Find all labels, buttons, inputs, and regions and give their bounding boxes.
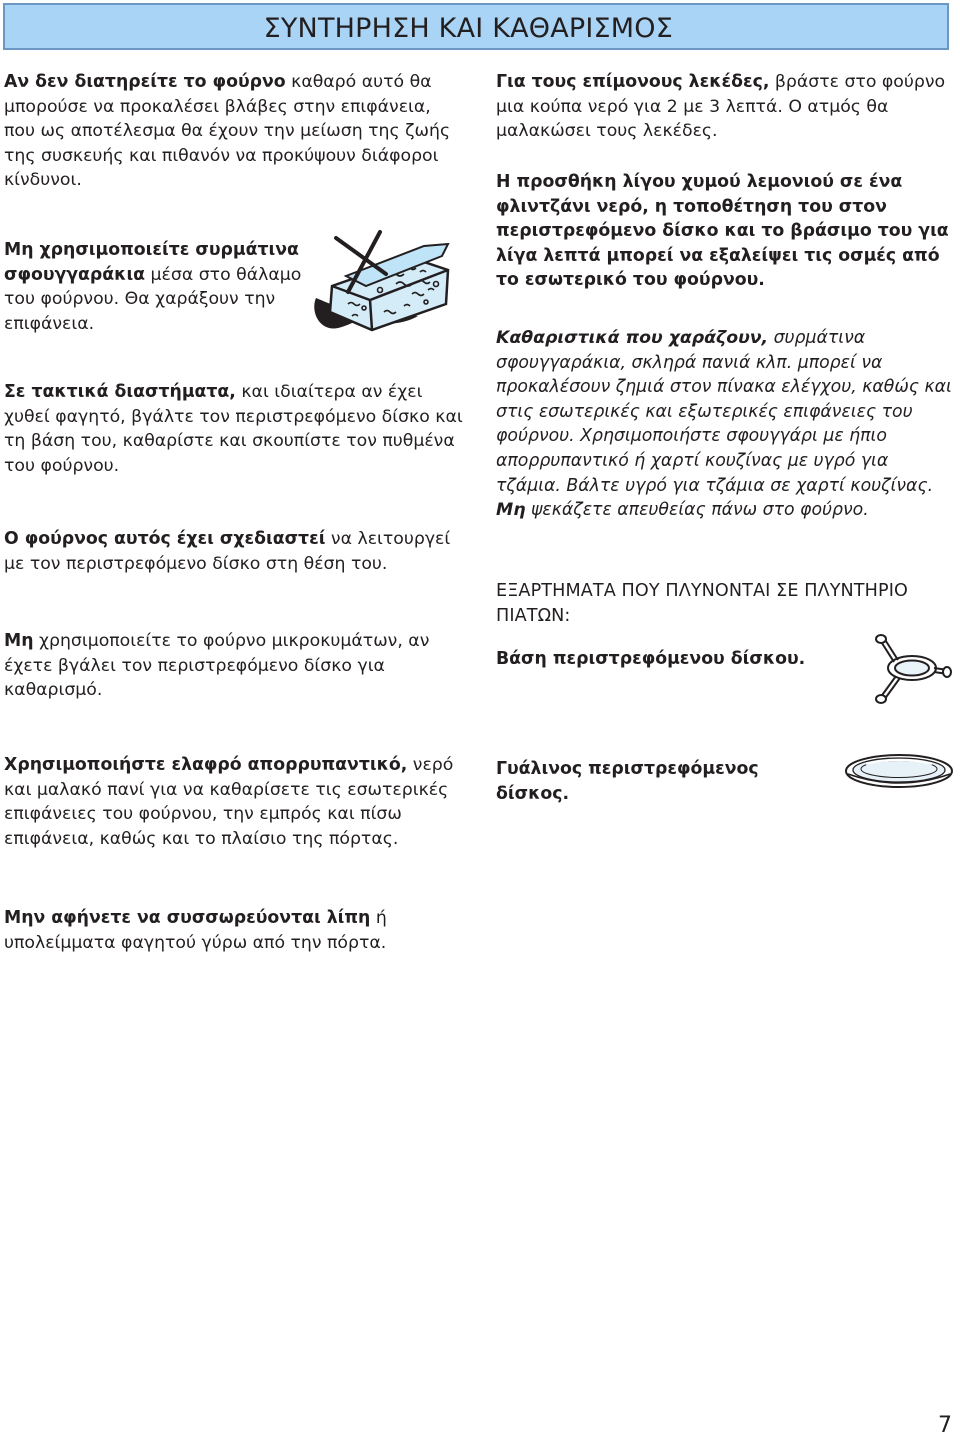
turntable-support-icon (866, 632, 952, 706)
left-p2-text: μέσα στο θάλαμο του φούρνου. Θα χαράξουν την επιφάνεια. (4, 264, 302, 334)
left-p2-bold2: σφουγγαράκια (4, 264, 146, 285)
right-p3-text1: συρμάτινα σφουγγαράκια, σκληρά πανιά κλπ. μπορεί να προκαλέσουν ζημιά στον πίνακα ελέγχου, καθώς και στις εσωτερικές και εξωτερικές επιφάνειες του φούρνου. Χρησιμοποιήστε σφουγγάρι με ήπιο απορρυπαντικό ή χαρτί κουζίνας με υγρό για τζάμια. Βάλτε υγρό για τζάμια σε χαρτί κουζίνας. (496, 328, 952, 496)
left-paragraph-3 (4, 380, 464, 478)
right-paragraph-4 (496, 579, 926, 628)
right-p2-bold: Η προσθήκη λίγου χυμού λεμονιού σε ένα φλιντζάνι νερό, η τοποθέτηση του στον περιστρεφόμενο δίσκο και το βράσιμο του για λίγα λεπτά μπορεί να εξαλείψει τις οσμές από το εσωτερικό του φούρνου. (496, 172, 949, 291)
left-p7-text: ή υπολείμματα φαγητού γύρω από την πόρτα. (4, 908, 387, 953)
left-paragraph-7 (4, 906, 464, 955)
right-paragraph-5 (496, 647, 856, 672)
left-p1-bold: Αν δεν διατηρείτε το φούρνο (4, 72, 286, 92)
left-p4-bold: Ο φούρνος αυτός έχει σχεδιαστεί (4, 529, 326, 549)
crossed-sponge-icon (308, 228, 458, 338)
right-p1-bold: Για τους επίμονους λεκέδες, (496, 72, 770, 92)
left-p4-text: να λειτουργεί με τον περιστρεφόμενο δίσκο στη θέση του. (4, 529, 451, 574)
left-p3-text: και ιδιαίτερα αν έχει χυθεί φαγητό, βγάλτε τον περιστρεφόμενο δίσκο και τη βάση του, καθαρίστε και σκουπίστε τον πυθμένα του φούρνου. (4, 382, 463, 476)
glass-turntable-icon (844, 752, 954, 790)
left-paragraph-4 (4, 527, 464, 576)
right-paragraph-1 (496, 70, 956, 144)
left-paragraph-6 (4, 753, 464, 851)
left-p6-bold: Χρησιμοποιήστε ελαφρό απορρυπαντικό, (4, 755, 408, 775)
left-paragraph-2 (4, 238, 309, 336)
right-p1-text: βράστε στο φούρνο μια κούπα νερό για 2 με 3 λεπτά. Ο ατμός θα μαλακώσει τους λεκέδες. (496, 72, 946, 142)
left-p5-text: χρησιμοποιείτε το φούρνο μικροκυμάτων, αν έχετε βγάλει τον περιστρεφόμενο δίσκο για καθαρισμό. (4, 631, 430, 701)
left-paragraph-5 (4, 629, 464, 703)
left-p2-bold1: Μη χρησιμοποιείτε συρμάτινα (4, 240, 299, 260)
right-p6-bold: Γυάλινος περιστρεφόμενος δίσκος. (496, 759, 759, 804)
page-number: 7 (938, 1413, 952, 1438)
right-p4-text: ΕΞΑΡΤΗΜΑΤΑ ΠΟΥ ΠΛΥΝΟΝΤΑΙ ΣΕ ΠΛΥΝΤΗΡΙΟ ΠΙΑΤΩΝ: (496, 581, 908, 626)
right-p3-bold: Καθαριστικά που χαράζουν, (496, 328, 769, 348)
left-p1-text: καθαρό αυτό θα μπορούσε να προκαλέσει βλάβες στην επιφάνεια, που ως αποτέλεσμα θα έχουν την μείωση της ζωής της συσκευής και πιθανόν να προκύψουν διάφοροι κίνδυνοι. (4, 72, 451, 191)
left-p5-bold: Μη (4, 631, 34, 651)
left-p3-bold: Σε τακτικά διαστήματα, (4, 382, 236, 402)
right-p5-bold: Βάση περιστρεφόμενου δίσκου. (496, 649, 806, 669)
right-p3-bold2: Μη (496, 500, 526, 521)
left-paragraph-1 (4, 70, 464, 193)
page-header (3, 3, 949, 50)
right-paragraph-2 (496, 170, 956, 293)
right-p3-text2: ψεκάζετε απευθείας πάνω στο φούρνο. (525, 500, 869, 521)
page-title: ΣΥΝΤΗΡΗΣΗ ΚΑΙ ΚΑΘΑΡΙΣΜΟΣ (263, 13, 673, 44)
right-paragraph-3 (496, 326, 956, 523)
left-p7-bold: Μην αφήνετε να συσσωρεύονται λίπη (4, 908, 371, 928)
left-p6-text: νερό και μαλακό πανί για να καθαρίσετε τις εσωτερικές επιφάνειες του φούρνου, την εμπρός και πίσω επιφάνεια, καθώς και το πλαίσιο της πόρτας. (4, 755, 454, 849)
right-paragraph-6 (496, 757, 836, 806)
